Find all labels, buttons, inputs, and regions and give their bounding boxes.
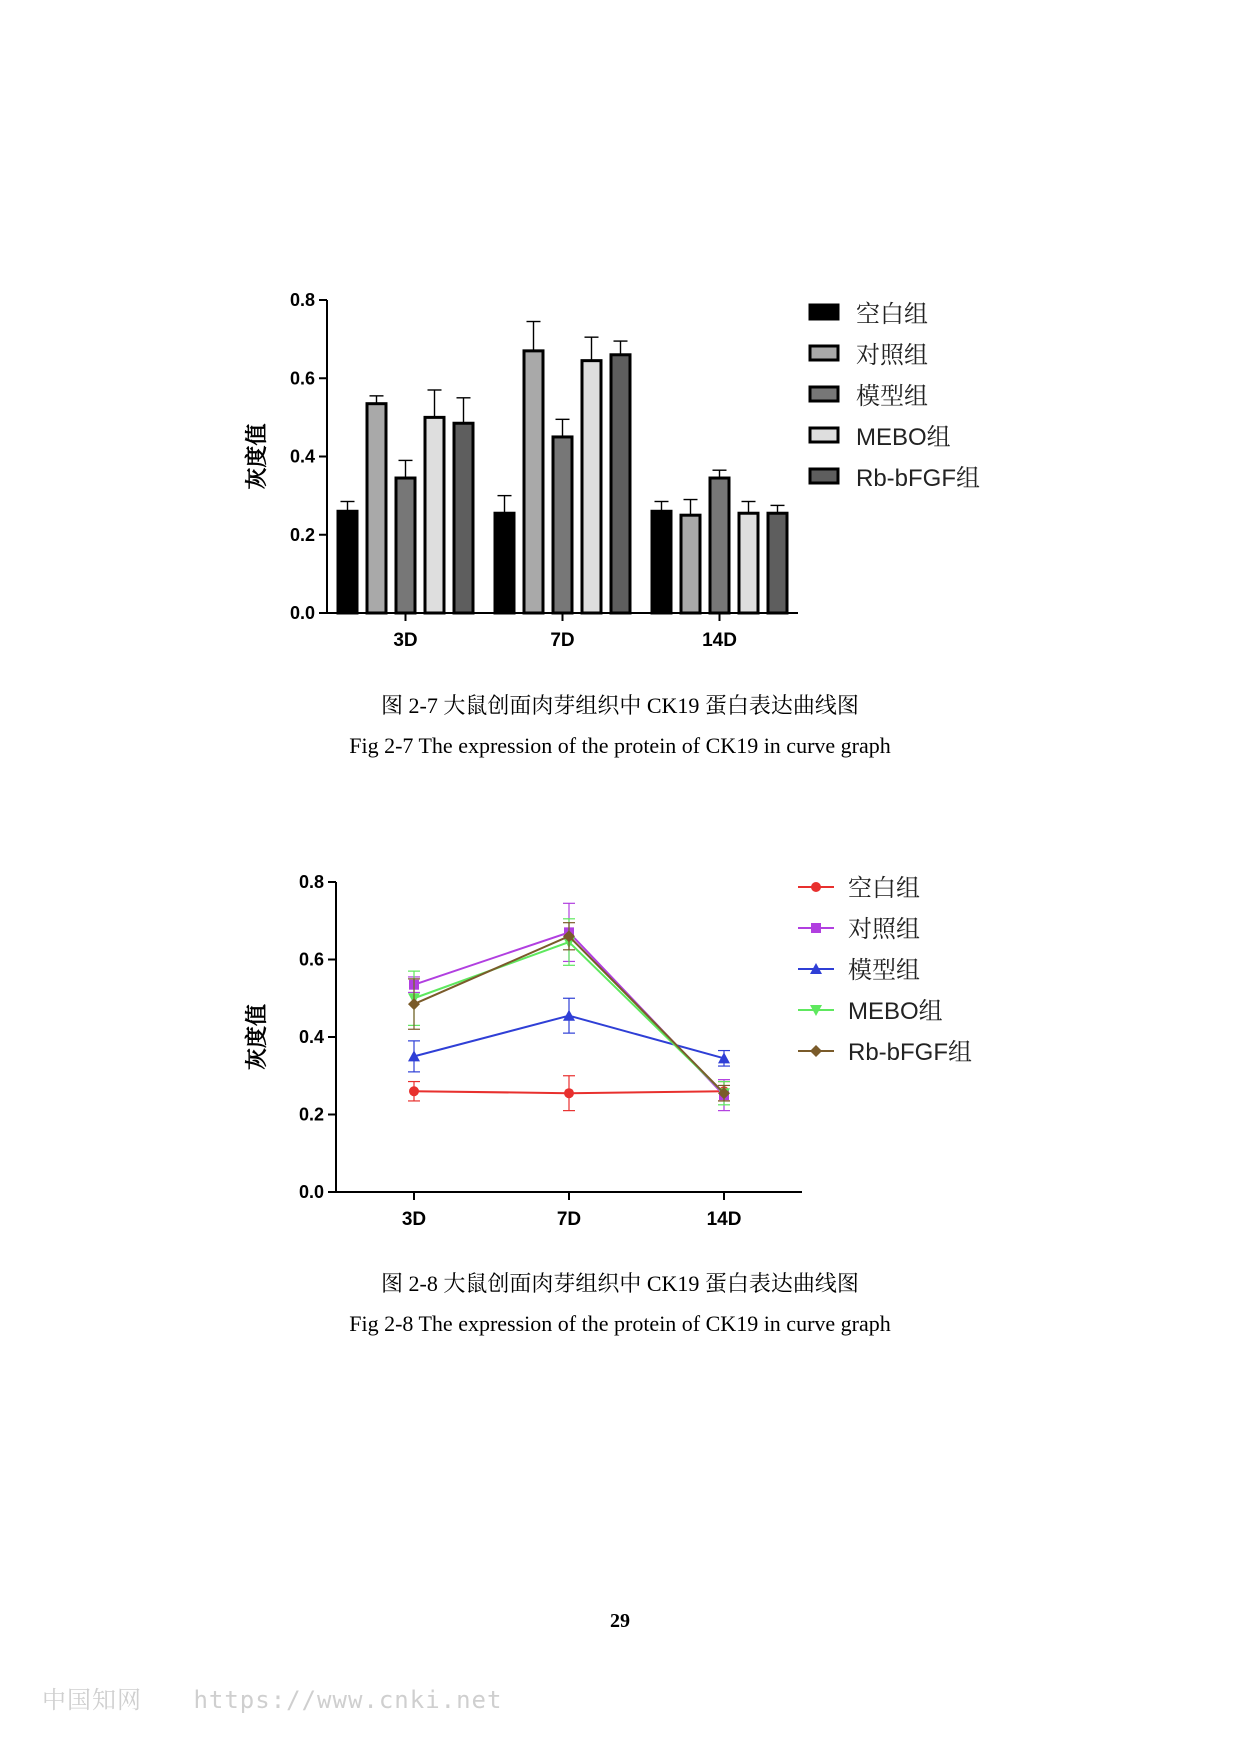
legend-marker <box>810 1045 822 1057</box>
legend-label: 对照组 <box>848 916 920 943</box>
watermark-url: https://www.cnki.net <box>193 1686 503 1714</box>
bar-chart <box>230 280 1030 660</box>
data-point <box>563 1010 575 1021</box>
bar <box>739 513 758 613</box>
y-tick-label: 0.0 <box>289 603 315 623</box>
figure-caption-cn: 图 2-7 大鼠创面肉芽组织中 CK19 蛋白表达曲线图 <box>381 693 859 718</box>
figure-caption-en: Fig 2-8 The expression of the protein of CK19 in curve graph <box>349 1311 891 1336</box>
legend-marker <box>811 923 821 933</box>
bar <box>768 513 787 613</box>
y-tick-label: 0.2 <box>289 524 315 545</box>
bar <box>367 404 386 613</box>
legend-label: 空白组 <box>848 875 920 902</box>
page-number: 29 <box>610 1610 630 1632</box>
legend-swatch <box>810 346 838 360</box>
legend-swatch <box>810 305 838 319</box>
legend-swatch <box>810 387 838 401</box>
bar <box>425 417 444 613</box>
legend-label: 模型组 <box>848 957 920 984</box>
bar <box>495 513 514 613</box>
x-tick-label: 3D <box>393 630 418 651</box>
x-tick-label: 7D <box>550 630 575 651</box>
legend-label: 对照组 <box>856 342 928 369</box>
y-tick-label: 0.4 <box>298 1027 324 1047</box>
bar <box>454 423 473 613</box>
legend-swatch <box>810 428 838 442</box>
data-point <box>409 1086 419 1096</box>
figure-caption-en: Fig 2-7 The expression of the protein of CK19 in curve graph <box>349 733 891 758</box>
bar <box>681 515 700 613</box>
bar <box>652 511 671 613</box>
legend-label: Rb-bFGF组 <box>856 465 981 492</box>
data-point <box>564 1088 574 1098</box>
x-tick-label: 14D <box>702 630 737 651</box>
y-tick-label: 0.6 <box>289 368 315 389</box>
watermark <box>42 1680 538 1715</box>
line-chart <box>230 860 1030 1240</box>
y-tick-label: 0.0 <box>298 1182 324 1202</box>
legend-label: 模型组 <box>856 383 928 410</box>
y-tick-label: 0.4 <box>289 446 315 467</box>
y-tick-label: 0.6 <box>298 949 324 970</box>
legend-label: Rb-bFGF组 <box>848 1039 973 1066</box>
y-axis-label: 灰度值 <box>244 1003 269 1071</box>
bar <box>710 478 729 613</box>
x-tick-label: 3D <box>401 1209 427 1230</box>
y-tick-label: 0.8 <box>298 872 324 892</box>
x-tick-label: 7D <box>556 1209 582 1230</box>
y-tick-label: 0.2 <box>298 1104 324 1125</box>
figure-caption-cn: 图 2-8 大鼠创面肉芽组织中 CK19 蛋白表达曲线图 <box>381 1271 859 1296</box>
bar <box>338 511 357 613</box>
watermark-site-name: 中国知网 <box>42 1686 142 1714</box>
bar <box>524 351 543 613</box>
legend-swatch <box>810 469 838 483</box>
legend-label: MEBO组 <box>848 998 943 1025</box>
bar <box>582 361 601 613</box>
y-tick-label: 0.8 <box>289 290 315 310</box>
x-tick-label: 14D <box>706 1209 742 1230</box>
legend-marker <box>811 882 821 892</box>
bar <box>611 355 630 613</box>
bar <box>396 478 415 613</box>
legend-label: 空白组 <box>856 301 928 328</box>
legend-label: MEBO组 <box>856 424 951 451</box>
y-axis-label: 灰度值 <box>244 423 269 490</box>
data-point <box>408 998 420 1010</box>
bar <box>553 437 572 613</box>
